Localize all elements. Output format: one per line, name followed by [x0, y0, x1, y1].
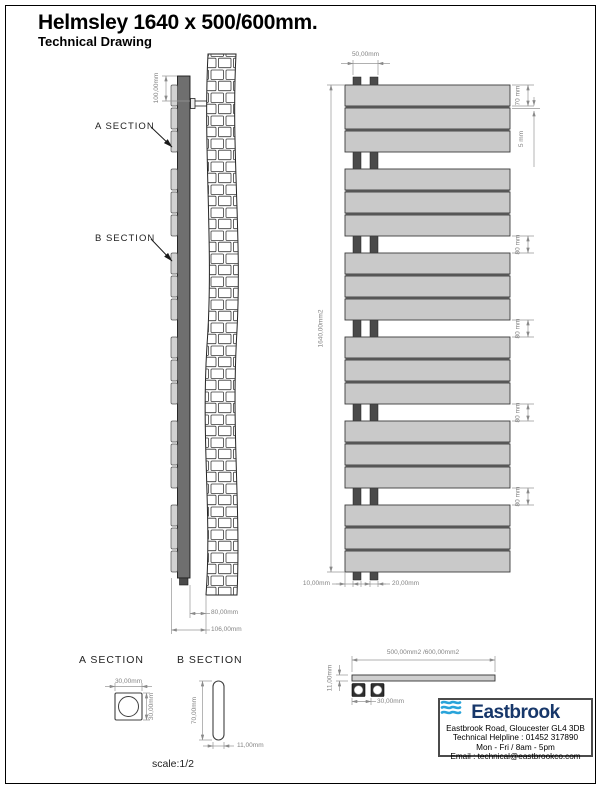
dim-towel-gap-label: 80 mm: [514, 318, 522, 339]
vertical-tube: [370, 151, 378, 170]
vertical-tube: [353, 487, 361, 506]
vertical-tube: [353, 403, 361, 422]
side-panel-tab: [171, 276, 178, 297]
vertical-tube: [370, 235, 378, 254]
side-panel-tab: [171, 253, 178, 274]
b-section-detail: [213, 681, 224, 740]
side-panel-tab: [171, 215, 178, 236]
vertical-tube: [370, 487, 378, 506]
scale-note: scale:1/2: [152, 758, 195, 770]
radiator-panel: [345, 467, 510, 488]
side-panel-tab: [171, 551, 178, 572]
side-panel-tab: [171, 505, 178, 526]
bottom-view-tube-spacing-label: 30,00mm: [377, 697, 405, 705]
a-section-detail: [115, 693, 142, 720]
dim-depth-inner-label: 80,00mm: [211, 609, 239, 616]
radiator-panel: [345, 299, 510, 320]
company-info-card: [438, 698, 593, 762]
radiator-panel: [345, 505, 510, 526]
radiator-panel: [345, 253, 510, 274]
vertical-tube: [353, 319, 361, 338]
company-logo: [440, 702, 591, 724]
side-panel-tab: [171, 383, 178, 404]
company-address: Eastbrook Road, Gloucester GL4 3DB: [446, 724, 585, 733]
bottom-view-thickness-label: 11,00mm: [326, 664, 334, 692]
company-hours: Mon - Fri / 8am - 5pm: [476, 742, 555, 752]
radiator-panel: [345, 85, 510, 106]
front-view-radiator: [345, 77, 510, 580]
vertical-tube: [370, 319, 378, 338]
side-panel-tab: [171, 131, 178, 152]
radiator-panel: [345, 444, 510, 465]
dim-overall-height-label: 1640,00mm2: [317, 309, 325, 348]
side-panel-tab: [171, 467, 178, 488]
b-section-height-label: 70,00mm: [191, 696, 198, 725]
bottom-view-width-label: 500,00mm2 /600,00mm2: [386, 648, 460, 656]
dim-bottom-spacing-label: 20,00mm: [392, 579, 420, 587]
page-title: Helmsley 1640 x 500/600mm.: [38, 11, 318, 34]
side-panel-tab: [171, 192, 178, 213]
b-section-width-label: 11,00mm: [237, 742, 264, 749]
radiator-panel: [345, 551, 510, 572]
radiator-panel: [345, 131, 510, 152]
radiator-panel: [345, 192, 510, 213]
towel-gap-dimensions: [512, 235, 534, 507]
side-view-wall: [205, 54, 238, 595]
radiator-panel: [345, 215, 510, 236]
waves-icon: [440, 700, 462, 718]
side-panel-tab: [171, 108, 178, 129]
dim-pipe-centres-label: 50,00mm: [351, 51, 380, 58]
side-panel-tab: [171, 528, 178, 549]
dim-panel-gap-label: 5 mm: [518, 130, 525, 148]
side-panel-tab: [171, 444, 178, 465]
vertical-tube: [353, 151, 361, 170]
dim-towel-gap-label: 80 mm: [514, 234, 522, 255]
company-name: Eastbrook: [471, 702, 560, 723]
radiator-panel: [345, 383, 510, 404]
side-panel-tab: [171, 360, 178, 381]
company-helpline: Technical Helpline : 01452 317890: [452, 733, 579, 743]
side-view-radiator: [171, 76, 190, 585]
radiator-panel: [345, 337, 510, 358]
page-subtitle: Technical Drawing: [38, 34, 152, 49]
side-b-section-label: B SECTION: [95, 233, 156, 244]
vertical-tube: [353, 235, 361, 254]
bottom-view: [352, 675, 495, 697]
radiator-panel: [345, 108, 510, 129]
side-panel-tab: [171, 85, 178, 106]
side-panel-tab: [171, 421, 178, 442]
a-section-width-label: 30,00mm: [114, 677, 143, 685]
radiator-panel: [345, 169, 510, 190]
side-panel-tab: [171, 169, 178, 190]
dim-towel-gap-label: 80 mm: [514, 486, 522, 507]
radiator-panel: [345, 421, 510, 442]
radiator-panel: [345, 528, 510, 549]
a-section-title: A SECTION: [79, 654, 145, 666]
company-email: Email : technical@eastbrookco.com: [450, 752, 581, 762]
dim-bracket-label: 100,00mm: [153, 72, 160, 104]
side-panel-tab: [171, 337, 178, 358]
side-a-section-label: A SECTION: [95, 121, 155, 132]
radiator-panel: [345, 360, 510, 381]
b-section-title: B SECTION: [177, 654, 243, 666]
dim-towel-gap-label: 80 mm: [514, 402, 522, 423]
vertical-tube: [370, 403, 378, 422]
radiator-panel: [345, 276, 510, 297]
dim-bottom-offset-label: 10,00mm: [302, 579, 330, 587]
dim-depth-total-label: 106,00mm: [211, 625, 242, 633]
side-panel-tab: [171, 299, 178, 320]
wall-bracket: [191, 99, 208, 109]
dim-panel-height-label: 70 mm: [514, 85, 522, 106]
a-section-height-label: 30,00mm: [148, 692, 155, 721]
